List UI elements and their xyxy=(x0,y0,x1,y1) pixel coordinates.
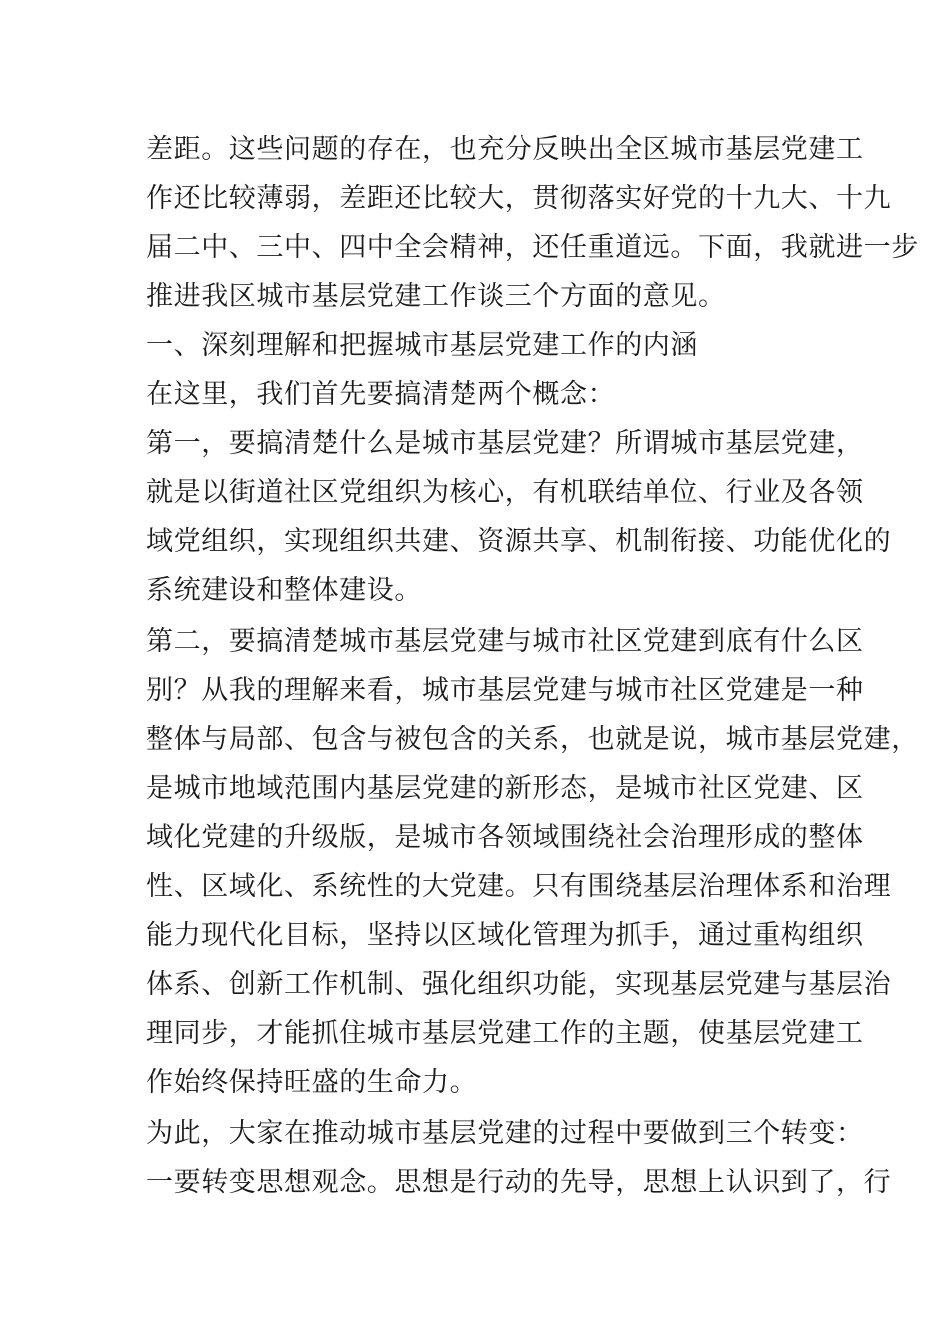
text-line: 性、区域化、系统性的大党建。只有围绕基层治理体系和治理 xyxy=(146,871,892,902)
text-line: 第二，要搞清楚城市基层党建与城市社区党建到底有什么区 xyxy=(146,626,864,657)
text-line: 域化党建的升级版，是城市各领域围绕社会治理形成的整体 xyxy=(146,822,864,853)
text-line: 作始终保持旺盛的生命力。 xyxy=(146,1067,478,1098)
text-line: 就是以街道社区党组织为核心，有机联结单位、行业及各领 xyxy=(146,477,864,508)
text-line: 理同步，才能抓住城市基层党建工作的主题，使基层党建工 xyxy=(146,1018,864,1049)
text-line: 差距。这些问题的存在，也充分反映出全区城市基层党建工 xyxy=(146,134,864,165)
text-line: 整体与局部、包含与被包含的关系，也就是说，城市基层党建， xyxy=(146,724,919,755)
text-line: 域党组织，实现组织共建、资源共享、机制衔接、功能优化的 xyxy=(146,526,892,557)
text-line: 体系、创新工作机制、强化组织功能，实现基层党建与基层治 xyxy=(146,969,892,1000)
text-line: 是城市地域范围内基层党建的新形态，是城市社区党建、区 xyxy=(146,773,864,804)
text-line: 一要转变思想观念。思想是行动的先导，思想上认识到了，行 xyxy=(146,1167,892,1198)
text-line: 推进我区城市基层党建工作谈三个方面的意见。 xyxy=(146,281,726,312)
text-line: 系统建设和整体建设。 xyxy=(146,575,422,606)
text-line: 能力现代化目标，坚持以区域化管理为抓手，通过重构组织 xyxy=(146,920,864,951)
text-line: 届二中、三中、四中全会精神，还任重道远。下面，我就进一步 xyxy=(146,232,919,263)
text-line: 为此，大家在推动城市基层党建的过程中要做到三个转变： xyxy=(146,1118,864,1149)
text-line: 第一，要搞清楚什么是城市基层党建？所谓城市基层党建， xyxy=(146,428,864,459)
section-heading: 一、深刻理解和把握城市基层党建工作的内涵 xyxy=(146,330,698,361)
text-line: 作还比较薄弱，差距还比较大，贯彻落实好党的十九大、十九 xyxy=(146,183,892,214)
text-line: 在这里，我们首先要搞清楚两个概念： xyxy=(146,379,616,410)
text-line: 别？从我的理解来看，城市基层党建与城市社区党建是一种 xyxy=(146,675,864,706)
